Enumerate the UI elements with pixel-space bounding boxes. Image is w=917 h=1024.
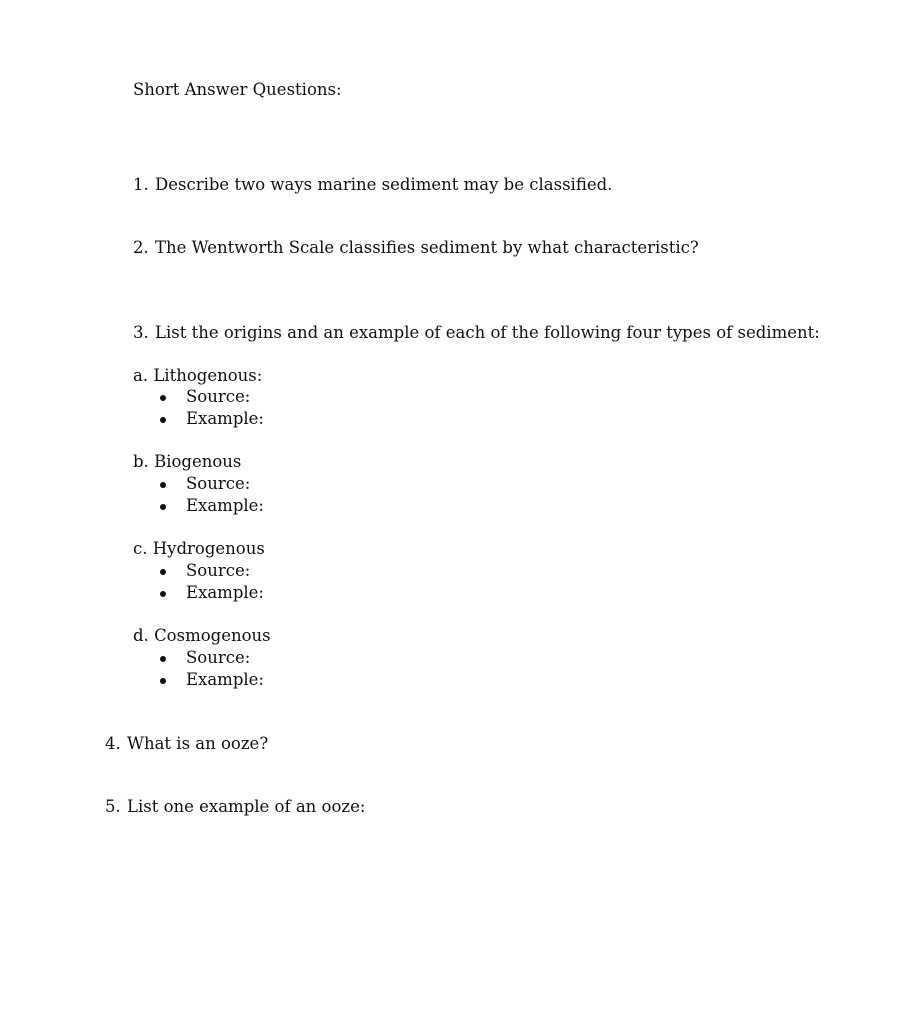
sediment-type-cosmogenous xyxy=(133,628,271,645)
source-item: Source: xyxy=(186,648,251,667)
source-item: Source: xyxy=(186,387,251,406)
bullet-icon xyxy=(160,482,166,488)
sediment-name: Hydrogenous xyxy=(152,539,265,558)
example-item: Example: xyxy=(186,670,264,689)
bullet-icon xyxy=(160,395,166,401)
example-item: Example: xyxy=(186,409,264,428)
question-number: 4. xyxy=(105,734,121,753)
bullet-icon xyxy=(160,569,166,575)
heading: Short Answer Questions: xyxy=(133,80,342,99)
question-number: 5. xyxy=(105,797,121,816)
bullet-icon xyxy=(160,591,166,597)
sediment-name: Lithogenous: xyxy=(153,366,263,385)
question-2 xyxy=(133,240,699,257)
sediment-letter: d. xyxy=(133,626,149,645)
question-text: Describe two ways marine sediment may be classified. xyxy=(155,175,613,194)
question-4 xyxy=(105,736,268,753)
question-text: What is an ooze? xyxy=(127,734,269,753)
question-number: 3. xyxy=(133,323,149,342)
sediment-type-hydrogenous xyxy=(133,541,265,558)
bullet-icon xyxy=(160,678,166,684)
question-5 xyxy=(105,799,365,816)
bullet-icon xyxy=(160,656,166,662)
source-item: Source: xyxy=(186,474,251,493)
question-text: List the origins and an example of each of the following four types of sediment: xyxy=(155,323,820,342)
question-3 xyxy=(133,325,820,342)
question-text: The Wentworth Scale classifies sediment by what characteristic? xyxy=(155,238,699,257)
sediment-letter: c. xyxy=(133,539,148,558)
bullet-icon xyxy=(160,417,166,423)
sediment-type-lithogenous xyxy=(133,368,262,385)
sediment-name: Biogenous xyxy=(154,452,242,471)
sediment-name: Cosmogenous xyxy=(154,626,271,645)
question-1 xyxy=(133,177,612,194)
bullet-icon xyxy=(160,504,166,510)
example-item: Example: xyxy=(186,496,264,515)
example-item: Example: xyxy=(186,583,264,602)
source-item: Source: xyxy=(186,561,251,580)
question-number: 2. xyxy=(133,238,149,257)
question-number: 1. xyxy=(133,175,149,194)
question-text: List one example of an ooze: xyxy=(127,797,366,816)
sediment-letter: b. xyxy=(133,452,149,471)
sediment-type-biogenous xyxy=(133,454,241,471)
sediment-letter: a. xyxy=(133,366,149,385)
